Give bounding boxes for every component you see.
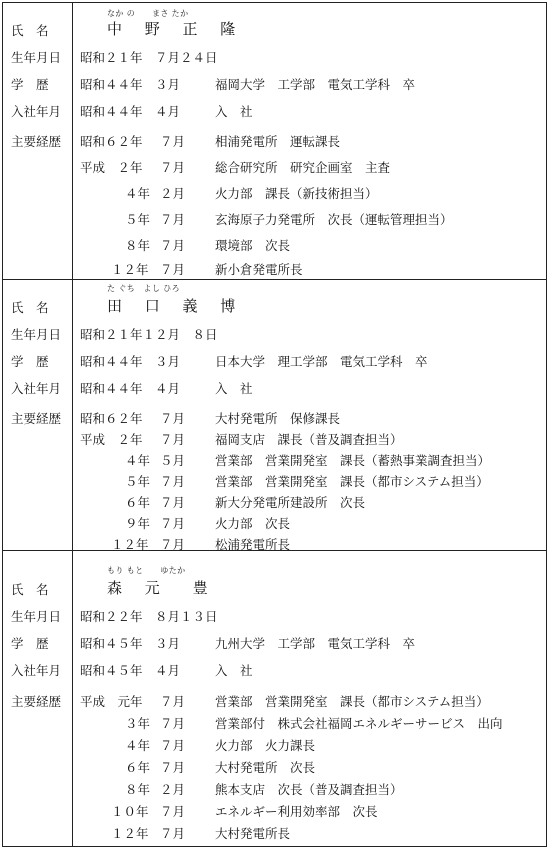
- career-text: 大村発電所 次長: [215, 760, 316, 775]
- joined-date: 昭和４４年 ４月: [80, 381, 181, 396]
- career-era: ５年: [125, 474, 151, 489]
- career-era: ９年: [125, 516, 151, 531]
- career-era: ４年: [125, 186, 151, 201]
- career-label: 主要経歴: [11, 694, 62, 709]
- career-era: 平成 元年: [80, 694, 143, 709]
- career-era: １２年: [111, 262, 149, 277]
- career-month: ７月: [160, 160, 186, 175]
- career-month: ７月: [160, 134, 186, 149]
- name-ruby: もり もと ゆたか: [107, 566, 186, 575]
- career-era: ３年: [125, 716, 151, 731]
- birth-date: 昭和２１年１２月 ８日: [80, 327, 218, 342]
- career-text: 営業部 営業開発室 課長（都市システム担当）: [215, 694, 489, 709]
- personnel-document: [2, 2, 547, 847]
- name-label: 氏 名: [11, 23, 49, 38]
- name-label: 氏 名: [11, 582, 49, 597]
- career-era: ８年: [125, 782, 151, 797]
- person-name: 田 口 義 博: [107, 297, 245, 315]
- education-detail: 九州大学 工学部 電気工学科 卒: [215, 636, 416, 651]
- career-label: 主要経歴: [11, 411, 62, 426]
- education-detail: 日本大学 理工学部 電気工学科 卒: [215, 354, 428, 369]
- career-era: 昭和６２年: [80, 134, 143, 149]
- name-label: 氏 名: [11, 300, 49, 315]
- career-month: ７月: [160, 411, 186, 426]
- joined-label: 入社年月: [11, 663, 62, 678]
- career-text: 相浦発電所 運転課長: [215, 134, 341, 149]
- career-text: 熊本支店 次長（普及調査担当）: [215, 782, 403, 797]
- career-text: 新大分発電所建設所 次長: [215, 495, 366, 510]
- career-era: ４年: [125, 453, 151, 468]
- career-month: ７月: [160, 537, 186, 552]
- career-text: 環境部 次長: [215, 238, 291, 253]
- career-era: 昭和６２年: [80, 411, 143, 426]
- career-text: 総合研究所 研究企画室 主査: [215, 160, 391, 175]
- joined-date: 昭和４５年 ４月: [80, 663, 181, 678]
- career-month: ７月: [160, 738, 186, 753]
- career-month: ７月: [160, 760, 186, 775]
- career-month: ７月: [160, 804, 186, 819]
- birth-date: 昭和２２年 ８月１３日: [80, 609, 218, 624]
- career-era: 平成 ２年: [80, 432, 143, 447]
- education-label: 学 歴: [11, 77, 49, 92]
- career-month: ７月: [160, 694, 186, 709]
- career-era: ４年: [125, 738, 151, 753]
- career-text: エネルギー利用効率部 次長: [215, 804, 378, 819]
- career-text: 大村発電所長: [215, 826, 291, 841]
- education-label: 学 歴: [11, 354, 49, 369]
- birth-label: 生年月日: [11, 327, 62, 342]
- birth-label: 生年月日: [11, 609, 62, 624]
- education-date: 昭和４５年 ３月: [80, 636, 181, 651]
- name-ruby: た ぐち よし ひろ: [107, 284, 181, 293]
- joined-label: 入社年月: [11, 104, 62, 119]
- career-text: 新小倉発電所長: [215, 262, 303, 277]
- career-month: ７月: [160, 238, 186, 253]
- career-text: 大村発電所 保修課長: [215, 411, 341, 426]
- career-text: 営業部付 株式会社福岡エネルギーサービス 出向: [215, 716, 503, 731]
- career-text: 火力部 課長（新技術担当）: [215, 186, 378, 201]
- career-month: ７月: [160, 432, 186, 447]
- person-name: 中 野 正 隆: [107, 20, 245, 38]
- career-era: ６年: [125, 760, 151, 775]
- career-text: 営業部 営業開発室 課長（都市システム担当）: [215, 474, 489, 489]
- career-text: 玄海原子力発電所 次長（運転管理担当）: [215, 212, 453, 227]
- birth-label: 生年月日: [11, 50, 62, 65]
- career-text: 火力部 次長: [215, 516, 291, 531]
- joined-detail: 入 社: [215, 381, 253, 396]
- career-month: ５月: [160, 453, 186, 468]
- career-text: 福岡支店 課長（普及調査担当）: [215, 432, 403, 447]
- career-text: 営業部 営業開発室 課長（蓄熱事業調査担当）: [215, 453, 491, 468]
- career-month: ７月: [160, 716, 186, 731]
- career-month: ７月: [160, 516, 186, 531]
- career-month: ７月: [160, 495, 186, 510]
- career-text: 松浦発電所長: [215, 537, 291, 552]
- joined-label: 入社年月: [11, 381, 62, 396]
- joined-detail: 入 社: [215, 663, 253, 678]
- person-name: 森 元 豊: [107, 579, 217, 597]
- career-month: ７月: [160, 474, 186, 489]
- birth-date: 昭和２１年 ７月２４日: [80, 50, 218, 65]
- career-era: １０年: [111, 804, 149, 819]
- joined-date: 昭和４４年 ４月: [80, 104, 181, 119]
- name-ruby: なか の まさ たか: [107, 9, 189, 18]
- career-month: ７月: [160, 826, 186, 841]
- career-month: ７月: [160, 262, 186, 277]
- career-era: ６年: [125, 495, 151, 510]
- education-detail: 福岡大学 工学部 電気工学科 卒: [215, 77, 416, 92]
- career-era: 平成 ２年: [80, 160, 143, 175]
- career-month: ２月: [160, 186, 186, 201]
- joined-detail: 入 社: [215, 104, 253, 119]
- career-era: ８年: [125, 238, 151, 253]
- career-text: 火力部 火力課長: [215, 738, 316, 753]
- education-label: 学 歴: [11, 636, 49, 651]
- career-era: ５年: [125, 212, 151, 227]
- career-label: 主要経歴: [11, 134, 62, 149]
- label-column-divider: [72, 3, 73, 846]
- career-era: １２年: [111, 537, 149, 552]
- career-month: ７月: [160, 212, 186, 227]
- education-date: 昭和４４年 ３月: [80, 354, 181, 369]
- career-era: １２年: [111, 826, 149, 841]
- career-month: ２月: [160, 782, 186, 797]
- education-date: 昭和４４年 ３月: [80, 77, 181, 92]
- section-divider: [3, 279, 546, 280]
